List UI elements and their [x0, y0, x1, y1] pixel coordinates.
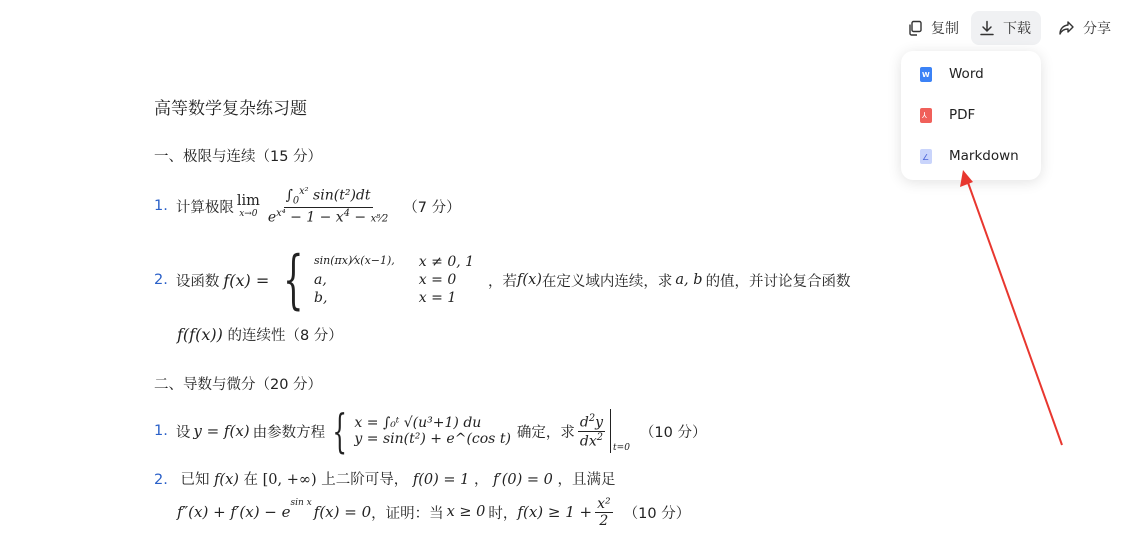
- case-1-cond: x ≠ 0, 1: [418, 254, 475, 270]
- brace: {: [332, 404, 348, 458]
- pdf-label: PDF: [949, 107, 976, 123]
- section-1-heading: 一、极限与连续（15 分）: [154, 149, 323, 165]
- question-1-2: [154, 240, 851, 320]
- points: （10 分）: [623, 505, 691, 522]
- comma: ，: [473, 472, 489, 488]
- piecewise-cases: [314, 254, 474, 306]
- math-cond: x ≥ 0: [446, 504, 486, 520]
- question-1-2-line2: [177, 324, 343, 345]
- lim-text: lim: [236, 193, 260, 209]
- param-x: x = ∫₀ᵗ √(u³+1) du: [354, 415, 482, 431]
- share-button[interactable]: [1050, 11, 1119, 45]
- parametric-system: [354, 415, 510, 447]
- question-text-c: 的值，并讨论复合函数: [705, 273, 851, 290]
- download-button[interactable]: [971, 11, 1041, 45]
- math-interval: [0, +∞): [262, 472, 317, 488]
- question-text: 已知: [180, 472, 210, 488]
- evaluation-point: t=0: [613, 443, 630, 453]
- question-text: 计算极限: [175, 199, 234, 216]
- question-text-mid: 由参数方程: [252, 424, 326, 441]
- download-pdf-item[interactable]: [901, 97, 1041, 133]
- copy-icon: [907, 20, 923, 36]
- question-number: 2.: [154, 272, 168, 288]
- word-file-icon: W: [920, 67, 932, 82]
- copy-label: 复制: [931, 21, 959, 37]
- case-3-value: b,: [313, 290, 328, 306]
- question-text: 的连续性（8 分）: [227, 328, 343, 344]
- question-text-1: 上二阶可导，: [321, 472, 409, 488]
- case-2-cond: x = 0: [418, 272, 457, 288]
- question-1-1: [154, 180, 461, 232]
- limit-operator: [237, 193, 260, 219]
- math-exponent: sin x: [290, 498, 312, 508]
- markdown-file-icon: ∠: [920, 149, 932, 164]
- download-label: 下载: [1003, 21, 1031, 37]
- question-number: 1.: [154, 198, 168, 214]
- math-fx: f(x): [517, 272, 542, 288]
- question-2-2-line2: [177, 490, 690, 534]
- share-label: 分享: [1083, 21, 1111, 37]
- points: （7 分）: [403, 199, 461, 216]
- question-text: 设: [175, 424, 191, 441]
- math-fp0: f′(0) = 0: [493, 472, 553, 488]
- points: （10 分）: [639, 424, 707, 441]
- case-2-value: a,: [313, 272, 327, 288]
- param-y: y = sin(t²) + e^(cos t): [354, 431, 511, 447]
- fraction-denominator: 2: [599, 512, 609, 529]
- document-title: 高等数学复杂练习题: [154, 99, 307, 119]
- math-ineq: f(x) ≥ 1 +: [517, 503, 593, 521]
- math-yfx: y = f(x): [193, 422, 250, 440]
- math-ode: f″(x) + f′(x) − e: [177, 503, 291, 521]
- question-text-2: ，且满足: [557, 472, 616, 488]
- case-1-value: sin(πx)⁄x(x−1),: [313, 254, 395, 267]
- question-number: 2.: [154, 472, 168, 488]
- inequality-fraction: [595, 496, 613, 529]
- math-ffx: f(f(x)): [177, 325, 223, 344]
- fraction-numerator: x²: [597, 495, 611, 512]
- pdf-file-icon: ⅄: [920, 108, 932, 123]
- download-word-item[interactable]: [901, 56, 1041, 92]
- question-text: 设函数: [175, 273, 220, 290]
- question-text-suffix: 确定，求: [516, 424, 575, 441]
- section-2-heading: 二、导数与微分（20 分）: [154, 377, 323, 393]
- question-text-2: 时，: [488, 505, 518, 522]
- annotation-arrow: [955, 165, 1070, 450]
- lim-subscript: x→0: [239, 209, 258, 219]
- case-3-cond: x = 1: [418, 290, 457, 306]
- math-fx: f(x): [214, 472, 239, 488]
- math-ode-2: f(x) = 0: [313, 503, 372, 521]
- derivative-fraction: $\frac{d^2y}{dx^2}$: [579, 412, 604, 450]
- function-def: f(x) =: [223, 270, 270, 290]
- copy-button[interactable]: [899, 11, 967, 45]
- share-icon: [1058, 20, 1075, 36]
- brace: {: [283, 243, 304, 317]
- question-text-b: 在定义域内连续，求: [541, 273, 673, 290]
- question-2-1: [154, 403, 706, 459]
- question-number: 1.: [154, 423, 168, 439]
- question-text: ，证明：当: [371, 505, 444, 522]
- markdown-label: Markdown: [949, 148, 1019, 164]
- word-label: Word: [949, 66, 984, 82]
- download-icon: [979, 20, 995, 36]
- evaluation-bar: [610, 409, 630, 453]
- limit-fraction: $\frac{\int_0^{x^2} \sin(t^2)dt}{e^{x^4} - 1 - x^4 - x^8⁄2}$: [267, 186, 389, 226]
- math-f0: f(0) = 1: [412, 472, 470, 488]
- question-text-a: ，若: [488, 273, 518, 290]
- math-ab: a, b: [675, 272, 703, 288]
- question-text-in: 在: [243, 472, 259, 488]
- question-2-2: [154, 468, 615, 489]
- download-menu: [901, 51, 1041, 180]
